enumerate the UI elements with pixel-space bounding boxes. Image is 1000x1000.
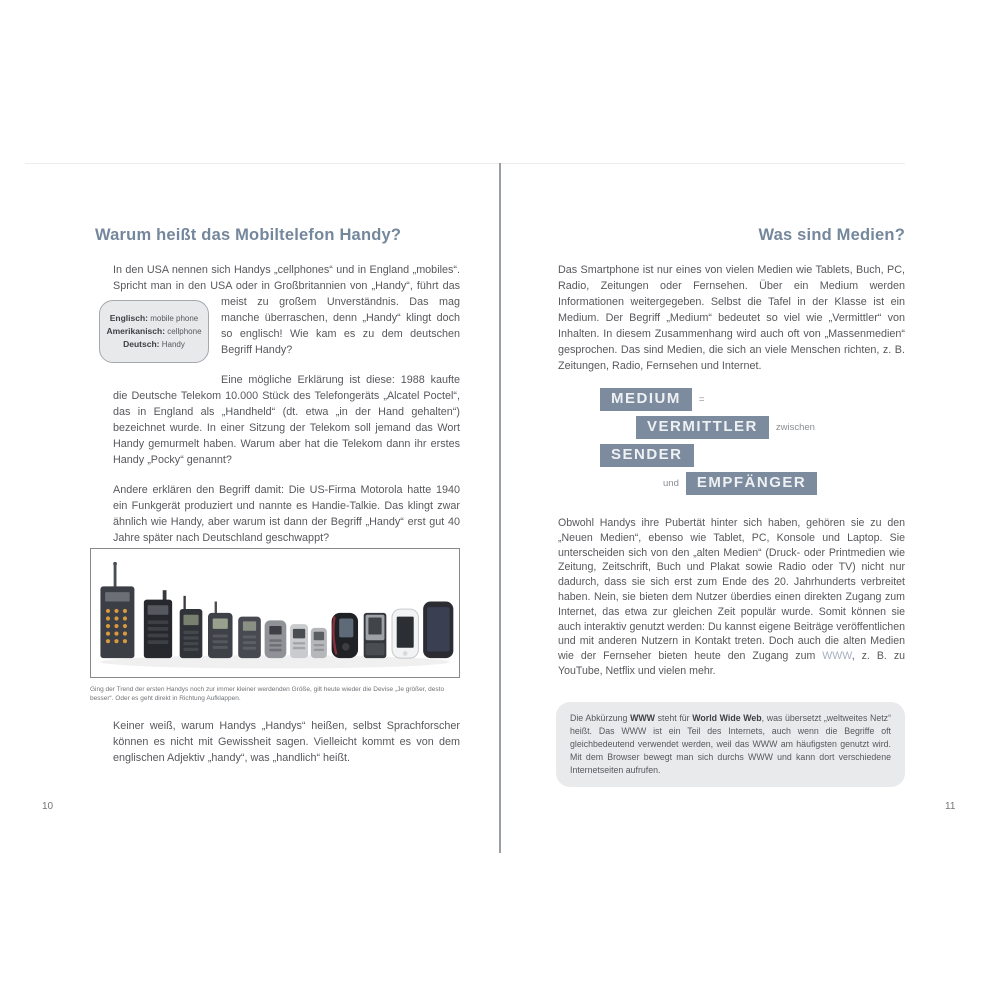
infobox-bold: WWW (630, 713, 655, 723)
page-gutter-divider (499, 163, 501, 853)
page-title-right: Was sind Medien? (758, 226, 905, 244)
diagram-zwischen: zwischen (775, 422, 815, 433)
diagram-row (600, 388, 918, 416)
vocab-row (106, 312, 202, 325)
right-text-column-middle (558, 516, 905, 693)
page-title-left: Warum heißt das Mobiltelefon Handy? (95, 226, 402, 244)
paragraph-text: meist zu großem Unverständnis. Das mag manche überraschen, denn „Handy“ klingt doch so englisch! Wie kam es zu dem deutschen Begriff Handy? (221, 296, 460, 356)
diagram-box-vermittler: VERMITTLER (636, 416, 769, 439)
paragraph: Das Smartphone ist nur eines von vielen Medien wie Tablets, Buch, PC, Radio, Zeitungen oder Fernsehen. Über ein Medium werden Informationen weitergegeben. Selbst die Tafel in der Klasse ist ein Medium. Der Begriff „Medium“ bedeutet so viel wie „Vermittler“ von Inhalten. In diesem Zusammenhang wird auch oft von „Massenmedien“ gesprochen. Das sind Medien, die sich an viele Menschen richten, z. B. Zeitungen, Radio, Fernsehen und Internet. (558, 264, 905, 372)
diagram-und: und (663, 478, 679, 489)
vocab-value: mobile phone (148, 314, 199, 323)
diagram-equals: = (698, 394, 705, 405)
diagram-box-medium: MEDIUM (600, 388, 692, 411)
medium-diagram (558, 388, 918, 500)
diagram-row (656, 472, 918, 500)
paragraph-text: , z. B. zu YouTube, Netflix und vielen mehr. (558, 650, 906, 677)
diagram-box-empfaenger: EMPFÄNGER (686, 472, 817, 495)
vocab-label: Englisch: (109, 313, 148, 323)
www-info-box (556, 702, 905, 787)
left-text-column (106, 262, 460, 560)
paragraph (106, 262, 460, 358)
paragraph-text: In den USA nennen sich Handys „cellphones“ und in England „mobiles“. Spricht man in den USA oder in Großbritannien von „Handy“, führt das (113, 264, 460, 292)
vocab-box (99, 300, 209, 363)
phone-evolution-illustration (91, 549, 459, 677)
page-top-edge (25, 163, 905, 164)
infobox-text: , was übersetzt „weltweites Netz“ heißt. Das WWW ist ein Teil des Internets, auch wenn die Begriffe oft gleichbedeutend verwendet werden, weil das WWW am häufigsten genutzt wird. Mit dem Browser bewegt man sich durchs WWW und kann dort verschiedene Internetseiten aufrufen. (570, 713, 891, 775)
phone-evolution-image (90, 548, 460, 678)
page-number-right: 11 (945, 801, 956, 812)
infobox-text: steht für (654, 713, 693, 723)
paragraph: Eine mögliche Erklärung ist diese: 1988 kaufte die Deutsche Telekom 10.000 Stück des Telefongeräts „Alcatel Poctel“, das in England als „Handheld“ (dt. etwa „in der Hand gehalten“) bezeichnet wurde. In einer Sitzung der Telekom soll jemand das Wort Handy gemurmelt haben. Warum aber hat die Telekom dann ihr erstes Handy „Pocky“ genannt? (113, 374, 460, 466)
vocab-label: Amerikanisch: (106, 326, 166, 336)
book-spread (25, 163, 970, 855)
image-caption: Ging der Trend der ersten Handys noch zur immer kleiner werdenden Größe, gilt heute wieder die Devise „Je größer, desto besser“. Oder es geht direkt in Richtung Aufklappen. (90, 686, 445, 702)
vocab-label: Deutsch: (123, 339, 160, 349)
paragraph (558, 516, 905, 679)
vocab-row (106, 325, 202, 338)
right-text-column-top (558, 262, 905, 388)
paragraph: Andere erklären den Begriff damit: Die US-Firma Motorola hatte 1940 ein Funkgerät produziert und nannte es Handie-Talkie. Das klingt zwar ähnlich wie Handy, aber warum ist dann der Begriff „Handy“ erst gut 40 Jahre später nach Deutschland geschwappt? (113, 484, 460, 544)
page-number-left: 10 (42, 801, 54, 812)
infobox-bold: World Wide Web (692, 713, 762, 723)
paragraph-text: Obwohl Handys ihre Pubertät hinter sich haben, gehören sie zu den „Neuen Medien“, ebenso wie Tablet, PC, Konsole und Laptop. Sie unterscheiden sich von den „alten Medien“ (Druck- oder Printmedien wie Zeitung, Zeitschrift, Buch und Plakat sowie Radio oder TV) nicht nur dadurch, dass sie sich erst zum Ende des 20. Jahrhunderts verbreitet haben. Nein, sie bieten dem Nutzer überdies einen direkten Zugang zum Internet, das etwa zur gleichen Zeit populär wurde. Somit können sie auch interaktiv genutzt werden: Du kannst eigene Beiträge veröffentlichen und mit anderen Nutzern in Kontakt treten. Doch auch die alten Medien wie der Fernseher bieten heute den Zugang zum (558, 517, 905, 663)
vocab-row (106, 338, 202, 351)
infobox-text: Die Abkürzung (570, 713, 631, 723)
diagram-row (600, 444, 918, 472)
left-text-column-bottom (113, 718, 460, 780)
diagram-box-sender: SENDER (600, 444, 694, 467)
paragraph: Keiner weiß, warum Handys „Handys“ heißen, selbst Sprachforscher können es nicht mit Gewissheit sagen. Vielleicht kommt es von dem englischen Adjektiv „handy“, was „handlich“ heißt. (113, 720, 460, 764)
www-highlight: WWW (822, 650, 852, 663)
diagram-row (636, 416, 918, 444)
vocab-value: cellphone (165, 327, 202, 336)
vocab-value: Handy (159, 340, 185, 349)
